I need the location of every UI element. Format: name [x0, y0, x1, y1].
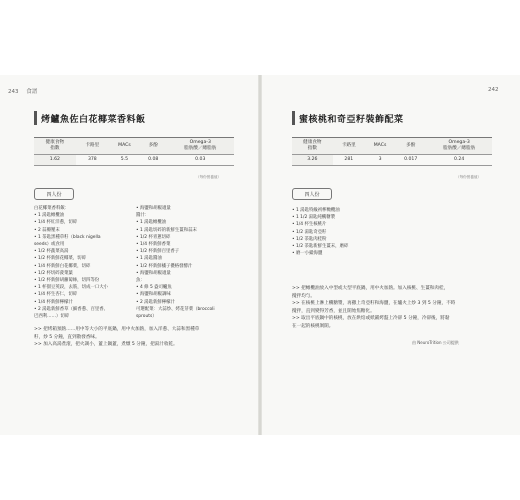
table-header-cell: MACs: [109, 138, 140, 155]
right-ingredients: [292, 207, 348, 257]
table-row: [34, 154, 234, 165]
table-header-cell: 多酚: [395, 138, 426, 155]
table-header-cell: 健康食物 指數: [34, 138, 76, 155]
list-item: • 1/2 杯切碎菠菜葉: [34, 270, 73, 276]
right-credit: 由 NeuroTrition 公司提供: [412, 340, 459, 345]
table-cell: 3: [365, 154, 395, 165]
list-item: • 1 湯匙橄欖油: [34, 213, 65, 219]
table-header-cell: Omega-3 脂肪酸／總脂肪: [167, 138, 234, 155]
list-item: • 1/2 茶匙新鮮生薑末，磨碎: [292, 244, 349, 250]
list-item: • 1/2 杯新鮮花椰菜，切碎: [34, 256, 86, 262]
right-nutrition-table: [292, 137, 492, 166]
right-page-number: 242: [488, 87, 499, 93]
left-ingredients-col2: [136, 205, 215, 320]
table-cell: 0.08: [140, 154, 167, 165]
list-item: • 1/4 杯新鮮香菜: [136, 242, 171, 248]
instruction-line: 攪拌，直到變得芳香，並且開始焦糖化。: [292, 308, 375, 314]
left-running-head: 食譜: [26, 89, 38, 95]
table-header-cell: 卡路里: [333, 138, 365, 155]
list-item: • 磨一小撮海鹽: [292, 251, 323, 257]
list-item: • 海鹽和胡椒適量: [136, 206, 171, 211]
list-item: 可選配菜：大蒜炒、烤花芽菜（broccoli: [136, 306, 215, 312]
list-item: 巴西利……）切碎: [34, 314, 70, 320]
list-item: 醬汁：: [136, 213, 150, 219]
list-item: seeds）或食用: [34, 242, 65, 248]
table-cell: 0.017: [395, 154, 426, 165]
left-page: [0, 75, 250, 435]
instruction-line: >> 把橄欖油放入中型或大型平底鍋，用中火加熱。加入核桃、生薑和肉桂，: [292, 286, 449, 291]
list-item: • 1/4 杯新鮮檸檬汁: [34, 299, 73, 305]
left-serving-badge: [34, 188, 74, 200]
left-nutrition-table: [34, 137, 234, 166]
instruction-line: >> 加入高湯煮滾，把火調小，蓋上鍋蓋，煮燉 5 分鐘，把湯汁收乾。: [34, 342, 178, 348]
table-cell: 5.5: [109, 154, 140, 165]
instruction-line: >> 在核桃上淋上楓糖漿，再撒上奇亞籽和海鹽，在爐火上炒 3 到 5 分鐘，不時: [292, 301, 456, 307]
instruction-line: 在一起的核桃剝開。: [292, 323, 334, 329]
list-item: • 1/4 杯生杏仁，切碎: [34, 292, 78, 298]
list-item: • 1 湯匙特級初榨橄欖油: [292, 208, 340, 213]
right-page: [262, 75, 512, 435]
list-item: • 1 茶匙黑種草籽（black nigella: [34, 234, 101, 240]
list-item: sprouts）: [136, 314, 157, 320]
instruction-line: >> 把烤箱預熱……用中等大小的平底鍋，用中火加熱，加入洋蔥、大蒜和黑種草: [34, 327, 200, 332]
list-item: • 2 湯匙新鮮香草（細香蔥、百里香、: [34, 306, 109, 312]
left-page-header: [8, 87, 37, 95]
table-header-cell: 健康食物 指數: [292, 138, 333, 155]
list-item: • 海鹽和胡椒調味: [136, 292, 171, 298]
list-item: • 1 湯匙切碎的新鮮生薑和蒜末: [136, 227, 197, 233]
table-cell: 0.24: [426, 154, 492, 165]
table-cell: 3.26: [292, 154, 333, 165]
list-item: • 1/2 杯新鮮百里香子: [136, 249, 180, 255]
instruction-line: 籽，炒 5 分鐘，直到散發香味。: [34, 334, 100, 340]
list-item: • 1/4 杯生核桃片: [292, 222, 327, 228]
table-header-cell: Omega-3 脂肪酸／總脂肪: [426, 138, 492, 155]
table-cell: 1.62: [34, 154, 76, 165]
right-table-note: （每份營養值）: [456, 175, 482, 179]
right-instructions: [292, 285, 455, 331]
left-recipe-title-box: [34, 110, 146, 126]
table-header-cell: 卡路里: [76, 138, 109, 155]
right-recipe-title-box: [292, 110, 404, 126]
list-item: • 1 湯匙橄欖油: [136, 220, 167, 226]
instruction-line: >> 取出平底鍋中的核桃，放在烘焙或紙鋪烤盤上冷卻 5 分鐘，冷卻後，將黏: [292, 316, 450, 322]
left-recipe-title: 烤鱸魚佐白花椰菜香料飯: [41, 114, 146, 125]
list-item: • 1 1/2 湯匙純楓糖漿: [292, 215, 335, 221]
left-page-number: 243: [8, 89, 19, 95]
title-marker: [34, 111, 37, 125]
left-instructions: [34, 326, 199, 349]
list-item: • 1/2 湯匙奇亞籽: [292, 229, 327, 235]
list-item: • 1/2 杯新鮮胡蘿蔔絲，切四等份: [34, 278, 100, 284]
table-header-row: [34, 138, 234, 155]
right-recipe-title: 蜜核桃和奇亞籽裝飾配菜: [299, 114, 404, 125]
list-item: • 1/4 杯紅洋蔥，切碎: [34, 220, 78, 226]
right-serving-badge: [292, 188, 332, 200]
list-item: 白花椰菜香料飯：: [34, 206, 70, 211]
list-item: • 1/2 杯新鮮橘子優格發酵汁: [136, 263, 193, 269]
list-item: • 1/4 杯新鮮白花椰菜，切碎: [34, 263, 91, 269]
instruction-line: 攪拌均勻。: [292, 293, 315, 299]
left-serving-label: 四人份: [46, 191, 62, 198]
list-item: • 4 條 5 盎司鱸魚: [136, 285, 172, 291]
table-header-row: [292, 138, 492, 155]
list-item: 魚：: [136, 278, 145, 284]
table-row: [292, 154, 492, 165]
list-item: • 2 湯匙新鮮檸檬汁: [136, 299, 175, 305]
table-header-cell: MACs: [365, 138, 395, 155]
list-item: • 1 湯匙醬油: [136, 256, 162, 262]
table-cell: 281: [333, 154, 365, 165]
list-item: • 1/2 杯蔬菜高湯: [34, 249, 69, 255]
list-item: • 1/2 茶匙肉桂粉: [292, 236, 327, 242]
list-item: • 1 杯甜豆莢段，去筋，切成一口大小: [34, 285, 109, 291]
list-item: • 1/2 杯青蔥切碎: [136, 234, 171, 240]
table-header-cell: 多酚: [140, 138, 167, 155]
list-item: • 2 蒜瓣壓末: [34, 227, 60, 233]
table-cell: 378: [76, 154, 109, 165]
left-ingredients-col1: [34, 205, 108, 320]
left-table-note: （每份營養值）: [196, 175, 222, 179]
right-serving-label: 四人份: [304, 191, 320, 198]
table-cell: 0.03: [167, 154, 234, 165]
title-marker: [292, 111, 295, 125]
list-item: • 海鹽和胡椒適量: [136, 270, 171, 276]
